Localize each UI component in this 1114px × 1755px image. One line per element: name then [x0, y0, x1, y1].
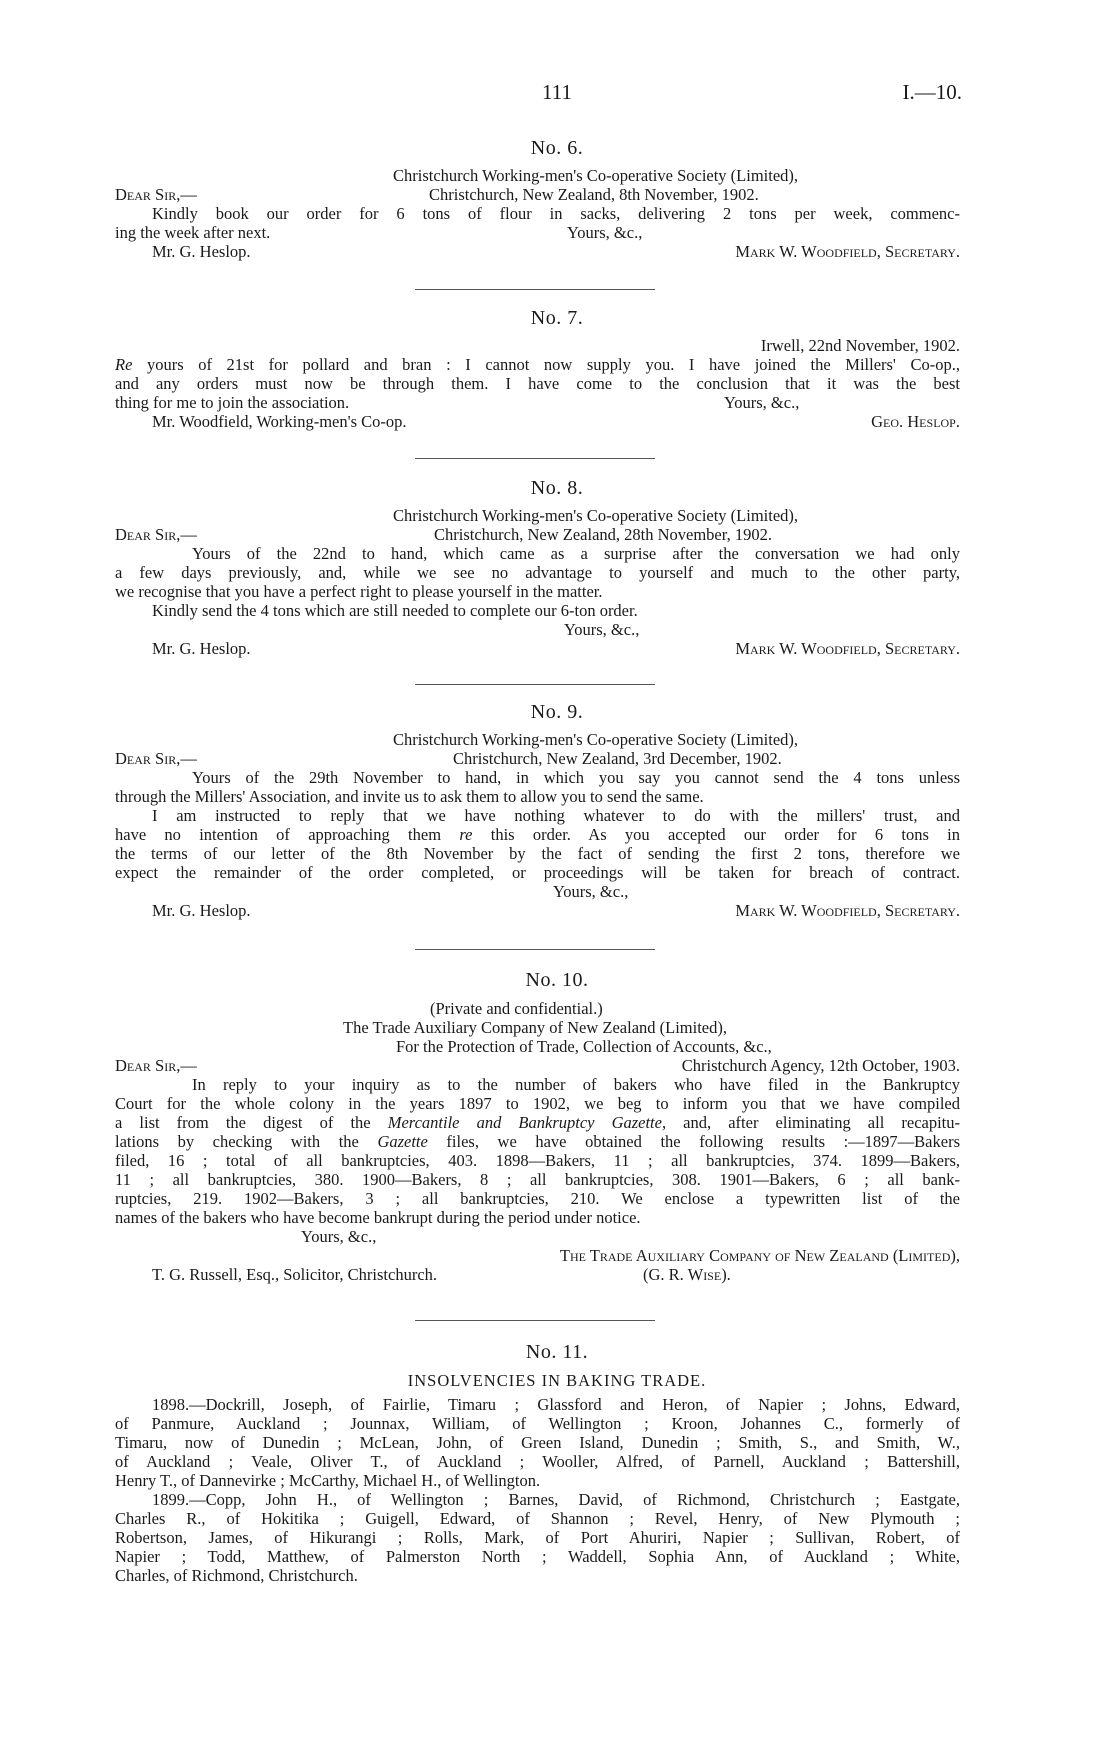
- insolvency-list-line: Charles R., of Hokitika ; Guigell, Edward, of Shannon ; Revel, Henry, of New Plymouth ;: [115, 1509, 960, 1528]
- letter-7-body-line: thing for me to join the association.: [115, 393, 350, 412]
- letter-7-date: Irwell, 22nd November, 1902.: [760, 336, 960, 355]
- letter-6-number: No. 6.: [530, 137, 584, 159]
- letter-8-date: Christchurch, New Zealand, 28th November, 1902.: [434, 525, 772, 544]
- letter-7-body-line: and any orders must now be through them. I have come to the conclusion that it was the best: [115, 374, 960, 393]
- letter-7-addressee: Mr. Woodfield, Working-men's Co-op.: [152, 412, 407, 431]
- letter-8-addressee: Mr. G. Heslop.: [152, 639, 251, 658]
- letter-8-closing: Yours, &c.,: [564, 620, 640, 639]
- letter-8-sender: Christchurch Working-men's Co-operative Society (Limited),: [393, 506, 799, 525]
- letter-10-sender-subtitle: For the Protection of Trade, Collection of Accounts, &c.,: [396, 1037, 772, 1056]
- letter-8-body-line: Kindly send the 4 tons which are still needed to complete our 6-ton order.: [152, 601, 638, 620]
- document-reference: I.—10.: [902, 80, 962, 104]
- letter-8-salutation: Dear Sir,—: [115, 525, 197, 544]
- letter-10-body-line: In reply to your inquiry as to the number of bakers who have filed in the Bankruptcy: [192, 1075, 960, 1094]
- letter-10-salutation: Dear Sir,—: [115, 1056, 197, 1075]
- page-number: 111: [542, 80, 572, 104]
- insolvency-list-line: of Auckland ; Veale, Oliver T., of Auckland ; Wooller, Alfred, of Parnell, Auckland ; Battershill,: [115, 1452, 960, 1471]
- letter-6-sender: Christchurch Working-men's Co-operative Society (Limited),: [393, 166, 799, 185]
- letter-9-body-line: the terms of our letter of the 8th November by the fact of sending the first 2 tons, therefore we: [115, 844, 960, 863]
- letter-10-body-line: a list from the digest of the Mercantile and Bankruptcy Gazette, and, after eliminating all recapitu-: [115, 1113, 960, 1132]
- letter-8-signature: Mark W. Woodfield, Secretary.: [735, 639, 960, 658]
- letter-9-body-line: through the Millers' Association, and invite us to ask them to allow you to send the same.: [115, 787, 704, 806]
- section-11-number: No. 11.: [525, 1341, 589, 1363]
- letter-8-body-line: a few days previously, and, while we see no advantage to yourself and much to the other party,: [115, 563, 960, 582]
- letter-6-salutation: Dear Sir,—: [115, 185, 197, 204]
- letter-9-closing: Yours, &c.,: [553, 882, 629, 901]
- insolvency-list-line: Napier ; Todd, Matthew, of Palmerston North ; Waddell, Sophia Ann, of Auckland ; White,: [115, 1547, 960, 1566]
- section-divider: [415, 1320, 655, 1321]
- letter-10-note: (Private and confidential.): [430, 999, 603, 1018]
- insolvency-list-line: Charles, of Richmond, Christchurch.: [115, 1566, 358, 1585]
- letter-6-addressee: Mr. G. Heslop.: [152, 242, 251, 261]
- insolvency-list-line: of Panmure, Auckland ; Jounnax, William, of Wellington ; Kroon, Johannes C., formerly of: [115, 1414, 960, 1433]
- section-11-title: INSOLVENCIES IN BAKING TRADE.: [407, 1371, 707, 1390]
- letter-9-date: Christchurch, New Zealand, 3rd December, 1902.: [453, 749, 782, 768]
- section-divider: [415, 458, 655, 459]
- letter-10-number: No. 10.: [525, 969, 589, 991]
- letter-10-date: Christchurch Agency, 12th October, 1903.: [681, 1056, 960, 1075]
- letter-7-signature: Geo. Heslop.: [871, 412, 960, 431]
- letter-10-body-line: 11 ; all bankruptcies, 380. 1900—Bakers, 8 ; all bankruptcies, 308. 1901—Bakers, 6 ; all bank-: [115, 1170, 960, 1189]
- letter-8-number: No. 8.: [530, 477, 584, 499]
- insolvency-list-line: Henry T., of Dannevirke ; McCarthy, Michael H., of Wellington.: [115, 1471, 541, 1490]
- insolvency-list-line: Timaru, now of Dunedin ; McLean, John, of Green Island, Dunedin ; Smith, S., and Smith, W.,: [115, 1433, 960, 1452]
- section-divider: [415, 949, 655, 950]
- letter-9-body-line: have no intention of approaching them re this order. As you accepted our order for 6 tons in: [115, 825, 960, 844]
- letter-6-signature: Mark W. Woodfield, Secretary.: [735, 242, 960, 261]
- letter-9-body-line: expect the remainder of the order completed, or proceedings will be taken for breach of contract.: [115, 863, 960, 882]
- letter-8-body-line: Yours of the 22nd to hand, which came as a surprise after the conversation we had only: [192, 544, 960, 563]
- letter-10-body-line: Court for the whole colony in the years 1897 to 1902, we beg to inform you that we have compiled: [115, 1094, 960, 1113]
- section-divider: [415, 289, 655, 290]
- insolvency-list-line: 1899.—Copp, John H., of Wellington ; Barnes, David, of Richmond, Christchurch ; Eastgate,: [152, 1490, 960, 1509]
- insolvency-list-line: 1898.—Dockrill, Joseph, of Fairlie, Timaru ; Glassford and Heron, of Napier ; Johns, Edward,: [152, 1395, 960, 1414]
- letter-10-addressee: T. G. Russell, Esq., Solicitor, Christchurch.: [152, 1265, 438, 1284]
- letter-9-sender: Christchurch Working-men's Co-operative Society (Limited),: [393, 730, 799, 749]
- letter-6-closing: Yours, &c.,: [567, 223, 643, 242]
- letter-8-body-line: we recognise that you have a perfect right to please yourself in the matter.: [115, 582, 603, 601]
- letter-6-body-line: ing the week after next.: [115, 223, 271, 242]
- letter-9-salutation: Dear Sir,—: [115, 749, 197, 768]
- letter-10-body-line: filed, 16 ; total of all bankruptcies, 403. 1898—Bakers, 11 ; all bankruptcies, 374. 1899—Bakers,: [115, 1151, 960, 1170]
- letter-9-signature: Mark W. Woodfield, Secretary.: [735, 901, 960, 920]
- section-divider: [415, 684, 655, 685]
- letter-10-signatory-company: The Trade Auxiliary Company of New Zealand (Limited),: [559, 1246, 960, 1265]
- letter-10-body-line: names of the bakers who have become bankrupt during the period under notice.: [115, 1208, 641, 1227]
- letter-9-body-line: Yours of the 29th November to hand, in which you say you cannot send the 4 tons unless: [192, 768, 960, 787]
- letter-10-signature: (G. R. Wise).: [643, 1265, 731, 1284]
- letter-9-body-line: I am instructed to reply that we have nothing whatever to do with the millers' trust, and: [152, 806, 960, 825]
- letter-7-closing: Yours, &c.,: [724, 393, 800, 412]
- letter-10-body-line: lations by checking with the Gazette files, we have obtained the following results :—1897—Bakers: [115, 1132, 960, 1151]
- letter-10-closing: Yours, &c.,: [301, 1227, 377, 1246]
- letter-10-sender: The Trade Auxiliary Company of New Zealand (Limited),: [343, 1018, 727, 1037]
- letter-6-body-line: Kindly book our order for 6 tons of flour in sacks, delivering 2 tons per week, commenc-: [152, 204, 960, 223]
- letter-10-body-line: ruptcies, 219. 1902—Bakers, 3 ; all bankruptcies, 210. We enclose a typewritten list of the: [115, 1189, 960, 1208]
- letter-9-number: No. 9.: [530, 701, 584, 723]
- letter-6-date: Christchurch, New Zealand, 8th November, 1902.: [429, 185, 759, 204]
- letter-7-body-line: Re yours of 21st for pollard and bran : I cannot now supply you. I have joined the Millers' Co-op.,: [115, 355, 960, 374]
- letter-9-addressee: Mr. G. Heslop.: [152, 901, 251, 920]
- insolvency-list-line: Robertson, James, of Hikurangi ; Rolls, Mark, of Port Ahuriri, Napier ; Sullivan, Robert, of: [115, 1528, 960, 1547]
- letter-7-number: No. 7.: [530, 307, 584, 329]
